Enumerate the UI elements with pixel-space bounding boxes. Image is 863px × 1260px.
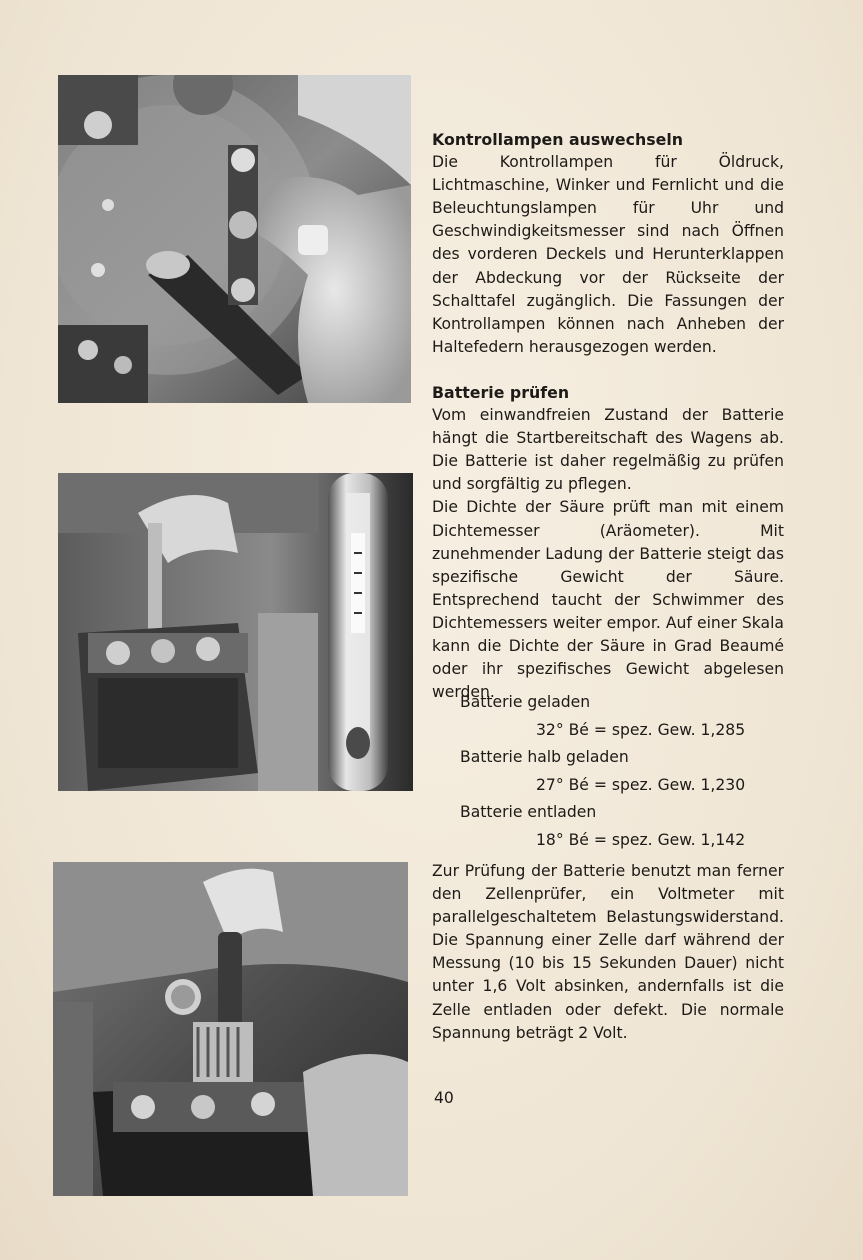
section-batterie (432, 381, 784, 704)
value-label: Batterie geladen (460, 693, 591, 711)
section-text: Vom einwandfreien Zustand der Batterie hängt die Startbereitschaft des Wagens ab. Die Batterie ist daher regelmäßig zu prüfen und sorgfältig zu pflegen. (432, 406, 784, 494)
page-number: 40 (434, 1089, 454, 1107)
value-label: Batterie entladen (460, 803, 597, 822)
section-zellenpruefer (432, 860, 784, 1045)
photo-cell-tester (53, 862, 408, 1196)
section-kontrollampen (432, 128, 784, 359)
value-reading: 27° Bé = spez. Gew. 1,230 (536, 775, 746, 794)
value-label: Batterie halb geladen (460, 748, 629, 767)
section-text: Zur Prüfung der Batterie benutzt man ferner den Zellenprüfer, ein Voltmeter mit parallelgeschaltetem Belastungswiderstand. Die Spannung einer Zelle darf während der Messung (10 bis 15 Sekunden Dauer) nicht unter 1,6 Volt absinken, andernfalls ist die Zelle entladen oder defekt. Die normale Spannung beträgt 2 Volt. (432, 862, 784, 1042)
section-text: Die Dichte der Säure prüft man mit einem Dichtemesser (Aräometer). Mit zunehmender Ladung der Batterie steigt das spezifische Gewicht der Säure. Entsprechend taucht der Schwimmer des Dichtemessers weiter empor. Auf einer Skala kann die Dichte der Säure in Grad Beaumé oder ihr spezifisches Gewicht abgelesen werden. (432, 498, 784, 702)
section-text: Die Kontrollampen für Öldruck, Lichtmaschine, Winker und Fernlicht und die Beleuchtungslampen für Uhr und Geschwindigkeitsmesser sind nach Öffnen des vorderen Deckels und Herunterklappen der Abdeckung vor der Rückseite der Schalttafel zugänglich. Die Fassungen der Kontrollampen können nach Anheben der Haltefedern herausgezogen werden. (432, 153, 784, 356)
section-heading: Kontrollampen auswechseln (432, 130, 683, 149)
section-heading: Batterie prüfen (432, 383, 570, 402)
value-reading: 32° Bé = spez. Gew. 1,285 (536, 720, 746, 739)
photo-battery-hydrometer (58, 473, 413, 791)
photo-control-lamps (58, 75, 411, 403)
value-reading: 18° Bé = spez. Gew. 1,142 (536, 830, 746, 849)
density-values (432, 689, 784, 855)
